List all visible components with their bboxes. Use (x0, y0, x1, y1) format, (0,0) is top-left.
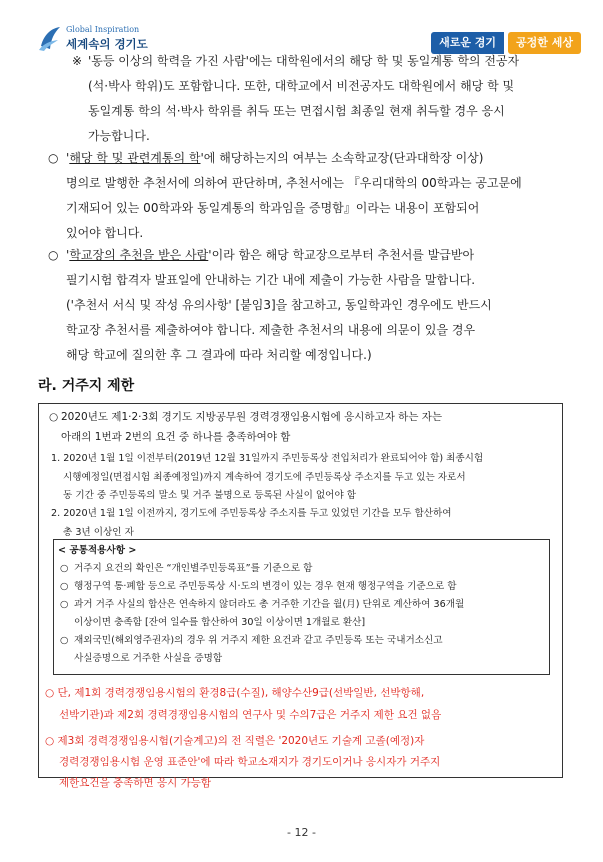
para2-line-4: 학교장 추천서를 제출하여야 합니다. 제출한 추천서의 내용에 의문이 있을 경우 (66, 323, 476, 337)
note-paragraph (88, 49, 519, 149)
exception-2-line-1: ○ 제3회 경력경쟁임용시험(기술계고)의 전 직렬은 '2020년도 기술계 고졸(예정)자 (45, 735, 425, 747)
section-title-residence-restriction: 라. 거주지 제한 (38, 378, 135, 394)
item2-line-1: 2. 2020년 1월 1일 이전까지, 경기도에 주민등록상 주소지를 두고 있었던 기간을 모두 합산하여 (51, 508, 452, 519)
exception-note-1 (45, 682, 441, 726)
common-rule-4: ○ 재외국민(해외영주권자)의 경우 위 거주지 제한 요건과 같고 주민등록 또는 국내거소신고 (60, 635, 443, 646)
common-rule-3-cont: 이상이면 충족함 [잔여 일수를 합산하여 30일 이상이면 1개월로 환산] (74, 617, 366, 628)
para2-marker: ○ (48, 248, 59, 262)
note-line-1: '동등 이상의 학력을 가진 사람'에는 대학원에서의 해당 학 및 동일계통 학의 전공자 (88, 54, 520, 68)
exception-2-line-3: 제한요건을 충족하면 응시 가능함 (59, 777, 212, 789)
para2-line-3: ('추천서 서식 및 작성 유의사항' [붙임3]을 참고하고, 동일학과인 경우에도 반드시 (66, 298, 492, 312)
para1-line-1-rest: '에 해당하는지의 여부는 소속학교장(단과대학장 이상) (200, 151, 484, 165)
box-intro (61, 407, 442, 447)
box-item-1 (51, 450, 483, 506)
exception-2-line-2: 경력경쟁임용시험 운영 표준안'에 따라 학교소재지가 경기도이거나 응시자가 거주지 (59, 756, 441, 768)
note-marker: ※ (72, 54, 83, 68)
para2-line-1: '학교장의 추천을 받은 사람'이라 함은 해당 학교장으로부터 추천서를 발급받아 (66, 248, 475, 262)
common-rule-3: ○ 과거 거주 사실의 합산은 연속하지 않더라도 총 거주한 기간을 월(月) 단위로 계산하여 36개월 (60, 599, 465, 610)
item1-line-3: 동 기간 중 주민등록의 말소 및 거주 불명으로 등록된 사실이 없어야 함 (63, 490, 357, 501)
common-rules-box (53, 539, 550, 675)
para1-line-2: 명의로 발행한 추천서에 의하여 판단하며, 추천서에는 『우리대학의 00학과는 공고문에 (66, 176, 522, 190)
box-item-2 (51, 505, 452, 542)
box-intro-line-2: 아래의 1번과 2번의 요건 중 하나를 충족하여야 함 (61, 431, 291, 443)
para2-line-5: 해당 학교에 질의한 후 그 결과에 따라 처리할 예정입니다.) (66, 348, 372, 362)
exception-note-2 (45, 731, 440, 794)
note-line-3: 동일계통 학의 석·박사 학위를 취득 또는 면접시험 최종일 현재 취득할 경우 응시 (88, 104, 505, 118)
common-rule-1: ○ 거주지 요건의 확인은 “개인별주민등록표”를 기준으로 함 (60, 563, 313, 574)
logo-text: 세계속의 경기도 (66, 37, 148, 51)
para1 (66, 146, 522, 246)
item2-line-2: 총 3년 이상인 자 (63, 526, 134, 538)
slogan-fair-world: 공정한 세상 (508, 32, 581, 54)
para1-underlined-term: 해당 학 및 관련계통의 학 (69, 151, 201, 165)
box-intro-line-1: 2020년도 제1·2·3회 경기도 지방공무원 경력경쟁임용시험에 응시하고자 하는 자는 (61, 411, 443, 423)
common-rule-2: ○ 행정구역 통·폐합 등으로 주민등록상 시·도의 변경이 있는 경우 현재 행정구역을 기준으로 함 (60, 581, 457, 592)
residence-requirement-box (38, 403, 563, 789)
para2 (66, 243, 492, 368)
item1-line-1: 1. 2020년 1월 1일 이전부터(2019년 12월 31일까지 주민등록상 전입처리가 완료되어야 함) 최종시험 (51, 453, 484, 464)
para2-line-1-rest: '이라 함은 해당 학교장으로부터 추천서를 발급받아 (208, 248, 475, 262)
gyeonggi-emblem-icon (38, 24, 62, 52)
logo-tagline: Global Inspiration (66, 25, 140, 34)
para1-marker: ○ (48, 151, 59, 165)
note-line-2: (석·박사 학위)도 포함합니다. 또한, 대학교에서 비전공자도 대학원에서 해당 학 및 (88, 79, 515, 93)
common-rule-4-cont: 사실증명으로 거주한 사실을 증명함 (74, 653, 223, 664)
exception-1-line-2: 선박기관)과 제2회 경력경쟁임용시험의 연구사 및 수의7급은 거주지 제한 요건 없음 (59, 709, 442, 721)
common-rules-title: < 공통적용사항 > (58, 545, 137, 556)
page-number: - 12 - (287, 826, 316, 839)
item1-line-2: 시행예정일(면접시험 최종예정일)까지 계속하여 경기도에 주민등록상 주소지를 두고 있는 자로서 (63, 471, 466, 483)
para1-line-4: 있어야 합니다. (66, 226, 144, 240)
para1-line-3: 기재되어 있는 00학과와 동일계통의 학과임을 증명함』이라는 내용이 포함되어 (66, 201, 480, 215)
slogan-new-gyeonggi: 새로운 경기 (431, 32, 504, 54)
exception-1-line-1: ○ 단, 제1회 경력경쟁임용시험의 환경8급(수질), 해양수산9급(선박일반, 선박항해, (45, 687, 425, 699)
para2-underlined-term: 학교장의 추천을 받은 사람 (69, 248, 209, 262)
para2-line-2: 필기시험 합격자 발표일에 안내하는 기간 내에 제출이 가능한 사람을 말합니다. (66, 273, 476, 287)
para1-line-1: '해당 학 및 관련계통의 학'에 해당하는지의 여부는 소속학교장(단과대학장 이상) (66, 151, 484, 165)
common-rules-list (60, 560, 548, 668)
note-line-4: 가능합니다. (88, 129, 150, 143)
box-intro-marker: ○ (49, 411, 59, 423)
